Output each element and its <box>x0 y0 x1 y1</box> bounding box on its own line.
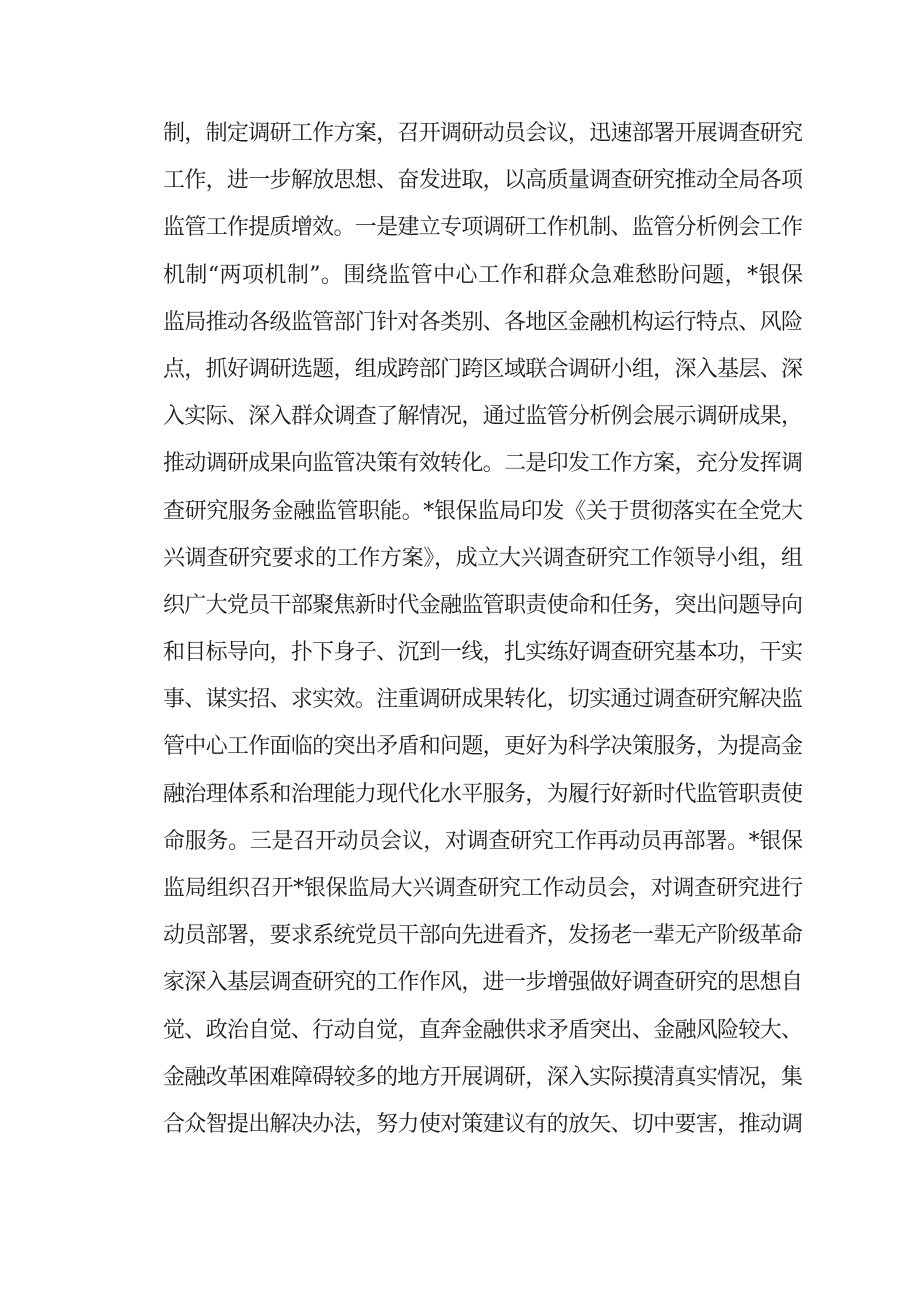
text-line: 兴调查研究要求的工作方案》，成立大兴调查研究工作领导小组，组 <box>163 545 803 571</box>
text-line: 觉、政治自觉、行动自觉，直奔金融供求矛盾突出、金融风险较大、 <box>163 1017 803 1043</box>
text-line: 家深入基层调查研究的工作作风，进一步增强做好调查研究的思想自 <box>163 970 803 996</box>
text-line: 金融改革困难障碍较多的地方开展调研，深入实际摸清真实情况，集 <box>163 1064 803 1090</box>
text-line: 动员部署，要求系统党员干部向先进看齐，发扬老一辈无产阶级革命 <box>163 923 803 949</box>
text-line: 工作，进一步解放思想、奋发进取，以高质量调查研究推动全局各项 <box>163 168 803 194</box>
text-line: 点，抓好调研选题，组成跨部门跨区域联合调研小组，深入基层、深 <box>163 356 803 382</box>
text-line: 制，制定调研工作方案，召开调研动员会议，迅速部署开展调查研究 <box>163 121 803 146</box>
text-line: 监局组织召开*银保监局大兴调查研究工作动员会，对调查研究进行 <box>163 876 803 901</box>
text-line: 推动调研成果向监管决策有效转化。二是印发工作方案，充分发挥调 <box>163 451 803 477</box>
text-line: 合众智提出解决办法，努力使对策建议有的放矢、切中要害，推动调 <box>163 1111 803 1137</box>
text-line: 织广大党员干部聚焦新时代金融监管职责使命和任务，突出问题导向 <box>163 592 803 618</box>
text-line: 入实际、深入群众调查了解情况，通过监管分析例会展示调研成果， <box>163 404 803 430</box>
text-line: 事、谋实招、求实效。注重调研成果转化，切实通过调查研究解决监 <box>163 687 803 713</box>
text-line: 监局推动各级监管部门针对各类别、各地区金融机构运行特点、风险 <box>163 309 803 335</box>
text-line: 监管工作提质增效。一是建立专项调研工作机制、监管分析例会工作 <box>163 215 803 241</box>
text-line: 融治理体系和治理能力现代化水平服务，为履行好新时代监管职责使 <box>163 781 803 807</box>
text-line: 查研究服务金融监管职能。*银保监局印发《关于贯彻落实在全党大 <box>163 498 803 524</box>
body-paragraph <box>163 110 803 1148</box>
text-line: 机制“两项机制”。围绕监管中心工作和群众急难愁盼问题，*银保 <box>163 262 804 288</box>
text-line: 管中心工作面临的突出矛盾和问题，更好为科学决策服务，为提高金 <box>163 734 803 760</box>
text-line: 命服务。三是召开动员会议，对调查研究工作再动员再部署。*银保 <box>163 828 803 854</box>
text-line: 和目标导向，扑下身子、沉到一线，扎实练好调查研究基本功，干实 <box>163 640 803 666</box>
